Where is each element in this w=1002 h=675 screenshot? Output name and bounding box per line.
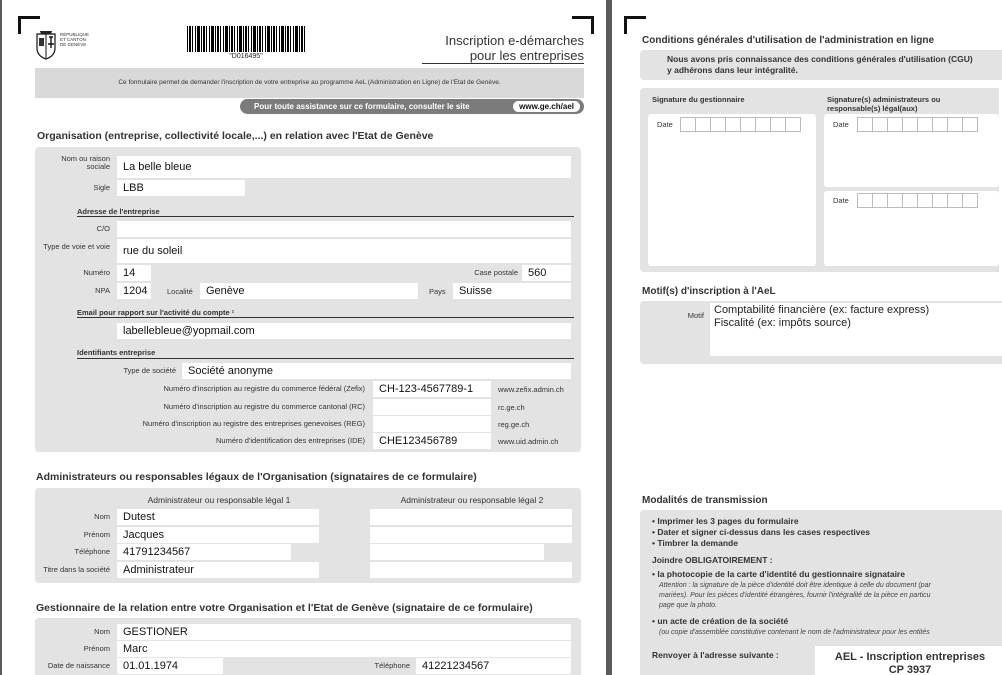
admin-nom-label: Nom	[94, 512, 110, 521]
admin1-header: Administrateur ou responsable légal 1	[147, 495, 291, 505]
reg-field[interactable]	[373, 416, 491, 432]
logo-text: RÉPUBLIQUE ET CANTON DE GENÈVE	[60, 32, 90, 47]
identifiants-title: Identifiants entreprise	[77, 348, 156, 357]
adresse-title: Adresse de l'entreprise	[77, 207, 160, 216]
assistance-label: Pour toute assistance sur ce formulaire, consulter le site	[254, 102, 470, 111]
sigle-field[interactable]: LBB	[117, 180, 245, 196]
localite-field[interactable]: Genève	[200, 283, 418, 299]
admin2-nom-field[interactable]	[370, 509, 572, 525]
rc-label: Numéro d'inscription au registre du commerce cantonal (RC)	[163, 402, 365, 411]
localite-label: Localité	[167, 287, 193, 296]
coat-of-arms-icon	[34, 28, 58, 60]
conditions-text-2: y adhérons dans leur intégralité.	[667, 65, 798, 75]
gest-naissance-label: Date de naissance	[47, 661, 110, 670]
numero-label: Numéro	[83, 268, 110, 277]
case-postale-label: Case postale	[474, 268, 518, 277]
date-label-1: Date	[657, 120, 673, 129]
admin1-nom-field[interactable]: Dutest	[117, 509, 319, 525]
pays-field[interactable]: Suisse	[453, 283, 571, 299]
rc-field[interactable]	[373, 399, 491, 415]
address-box	[815, 646, 1002, 675]
gest-naissance-field[interactable]: 01.01.1974	[117, 658, 223, 674]
date-label-3: Date	[833, 196, 849, 205]
pays-label: Pays	[429, 287, 446, 296]
admin2-prenom-field[interactable]	[370, 527, 572, 543]
motif-label: Motif	[687, 311, 704, 320]
instruction-2: • Dater et signer ci-dessus dans les cases respectives	[652, 527, 870, 537]
conditions-title: Conditions générales d'utilisation de l'administration en ligne	[642, 35, 935, 46]
attention-line-1: Attention : la signature de la pièce d'identité doit être identique à celle du document (par	[659, 582, 931, 589]
sig-admin-label	[827, 95, 940, 113]
crop-mark	[624, 16, 646, 34]
numero-field[interactable]: 14	[117, 265, 151, 281]
npa-label: NPA	[95, 286, 110, 295]
acte-note: (ou copie d'assemblée constitutive contenant le nom de l'administrateur pour les entités	[659, 629, 930, 636]
npa-field[interactable]: 1204	[117, 283, 151, 299]
reg-label: Numéro d'inscription au registre des entreprises genevoises (REG)	[142, 419, 365, 428]
barcode-number: "D016495"	[229, 53, 263, 60]
address-line-2: CP 3937	[888, 664, 932, 675]
admin2-tel-field[interactable]	[370, 544, 544, 560]
gest-nom-field[interactable]: GESTIONER	[117, 624, 571, 640]
intro-banner: Ce formulaire permet de demander l'inscription de votre entreprise au programme AeL (Administration en Ligne) de l'Etat de Genève.	[35, 68, 584, 98]
title-rule	[422, 63, 584, 64]
voie-field[interactable]: rue du soleil	[117, 239, 571, 263]
zefix-label: Numéro d'inscription au registre du commerce fédéral (Zefix)	[163, 384, 365, 393]
organisation-title: Organisation (entreprise, collectivité locale,...) en relation avec l'Etat de Genève	[37, 130, 434, 142]
admin-titre-label: Titre dans la société	[43, 565, 110, 574]
modalites-title: Modalités de transmission	[642, 495, 768, 506]
zefix-field[interactable]: CH-123-4567789-1	[373, 381, 491, 397]
assistance-bar	[240, 99, 584, 114]
gest-tel-field[interactable]: 41221234567	[416, 658, 571, 674]
instruction-1: • Imprimer les 3 pages du formulaire	[652, 516, 799, 526]
sig-admin-line-1: Signature(s) administrateurs ou	[827, 95, 941, 104]
co-label: C/O	[96, 224, 110, 233]
sigle-label: Sigle	[93, 183, 110, 192]
gestionnaire-title: Gestionnaire de la relation entre votre Organisation et l'Etat de Genève (signataire de ce formulaire)	[36, 602, 533, 614]
administrateurs-title: Administrateurs ou responsables légaux de l'Organisation (signataires de ce formulaire)	[36, 471, 477, 483]
nom-field[interactable]: La belle bleue	[117, 156, 571, 178]
signature-gestionnaire-box[interactable]	[648, 114, 816, 266]
ide-site[interactable]: www.uid.admin.ch	[498, 437, 559, 446]
date-field-3[interactable]	[857, 193, 978, 208]
instruction-3: • Timbrer la demande	[652, 538, 738, 548]
admin1-tel-field[interactable]: 41791234567	[117, 544, 291, 560]
form-title	[445, 33, 584, 63]
sig-gestionnaire-label: Signature du gestionnaire	[652, 95, 745, 104]
gest-tel-label: Téléphone	[374, 661, 410, 670]
conditions-text-1: Nous avons pris connaissance des conditions générales d'utilisation (CGU)	[667, 54, 973, 64]
rc-site[interactable]: rc.ge.ch	[498, 403, 525, 412]
title-line-1: Inscription e-démarches	[445, 33, 584, 48]
ide-field[interactable]: CHE123456789	[373, 433, 491, 449]
admin1-prenom-field[interactable]: Jacques	[117, 527, 319, 543]
renvoyer-label: Renvoyer à l'adresse suivante :	[652, 650, 779, 660]
assistance-link[interactable]: www.ge.ch/ael	[513, 101, 580, 112]
email-rule	[77, 317, 574, 318]
title-line-2: pour les entreprises	[469, 48, 584, 63]
admin2-header: Administrateur ou responsable légal 2	[400, 495, 544, 505]
motif-title: Motif(s) d'inscription à l'AeL	[642, 286, 776, 297]
ide-label: Numéro d'identification des entreprises (IDE)	[216, 436, 365, 445]
nom-label: Nom ou raison sociale	[61, 154, 110, 171]
case-postale-field[interactable]: 560	[522, 265, 571, 281]
instruction-5: • un acte de création de la société	[652, 616, 789, 626]
admin-tel-label: Téléphone	[74, 547, 110, 556]
zefix-site[interactable]: www.zefix.admin.ch	[498, 385, 564, 394]
form-page-1	[2, 0, 606, 675]
voie-label: Type de voie et voie	[43, 242, 110, 251]
crop-mark	[572, 16, 594, 34]
gest-nom-label: Nom	[94, 627, 110, 636]
admin-prenom-label: Prénom	[83, 530, 110, 539]
email-field[interactable]: labellebleue@yopmail.com	[117, 323, 571, 339]
type-societe-label: Type de société	[123, 366, 176, 375]
identifiants-rule	[77, 358, 574, 359]
motif-field[interactable]	[710, 303, 1002, 356]
date-label-2: Date	[833, 120, 849, 129]
adresse-rule	[77, 216, 574, 217]
admin1-titre-field[interactable]: Administrateur	[117, 562, 319, 578]
form-page-2	[612, 0, 1002, 675]
type-societe-field[interactable]: Société anonyme	[182, 363, 571, 379]
gest-prenom-field[interactable]: Marc	[117, 641, 571, 657]
attention-line-3: page que la photo.	[659, 602, 717, 609]
sig-admin-line-2: responsable(s) légal(aux)	[827, 104, 918, 113]
address-line-1: AEL - Inscription entreprises	[834, 651, 986, 663]
barcode	[187, 26, 305, 52]
date-field-1[interactable]	[680, 117, 801, 132]
reg-site[interactable]: reg.ge.ch	[498, 420, 530, 429]
motif-line-2: Fiscalité (ex: impôts source)	[714, 317, 851, 329]
motif-line-1: Comptabilité financière (ex: facture express)	[714, 304, 930, 316]
joindre-label: Joindre OBLIGATOIREMENT :	[652, 555, 773, 565]
geneva-logo	[34, 28, 104, 62]
co-field[interactable]	[117, 221, 571, 237]
date-field-2[interactable]	[857, 117, 978, 132]
attention-line-2: mariées). Pour les pièces d'identité étrangères, fournir l'intégralité de la pièce en particu	[659, 592, 931, 599]
email-title: Email pour rapport sur l'activité du compte ¹	[77, 308, 235, 317]
instruction-4: • la photocopie de la carte d'identité du gestionnaire signataire	[652, 569, 905, 579]
admin2-titre-field[interactable]	[370, 562, 572, 578]
gest-prenom-label: Prénom	[83, 644, 110, 653]
